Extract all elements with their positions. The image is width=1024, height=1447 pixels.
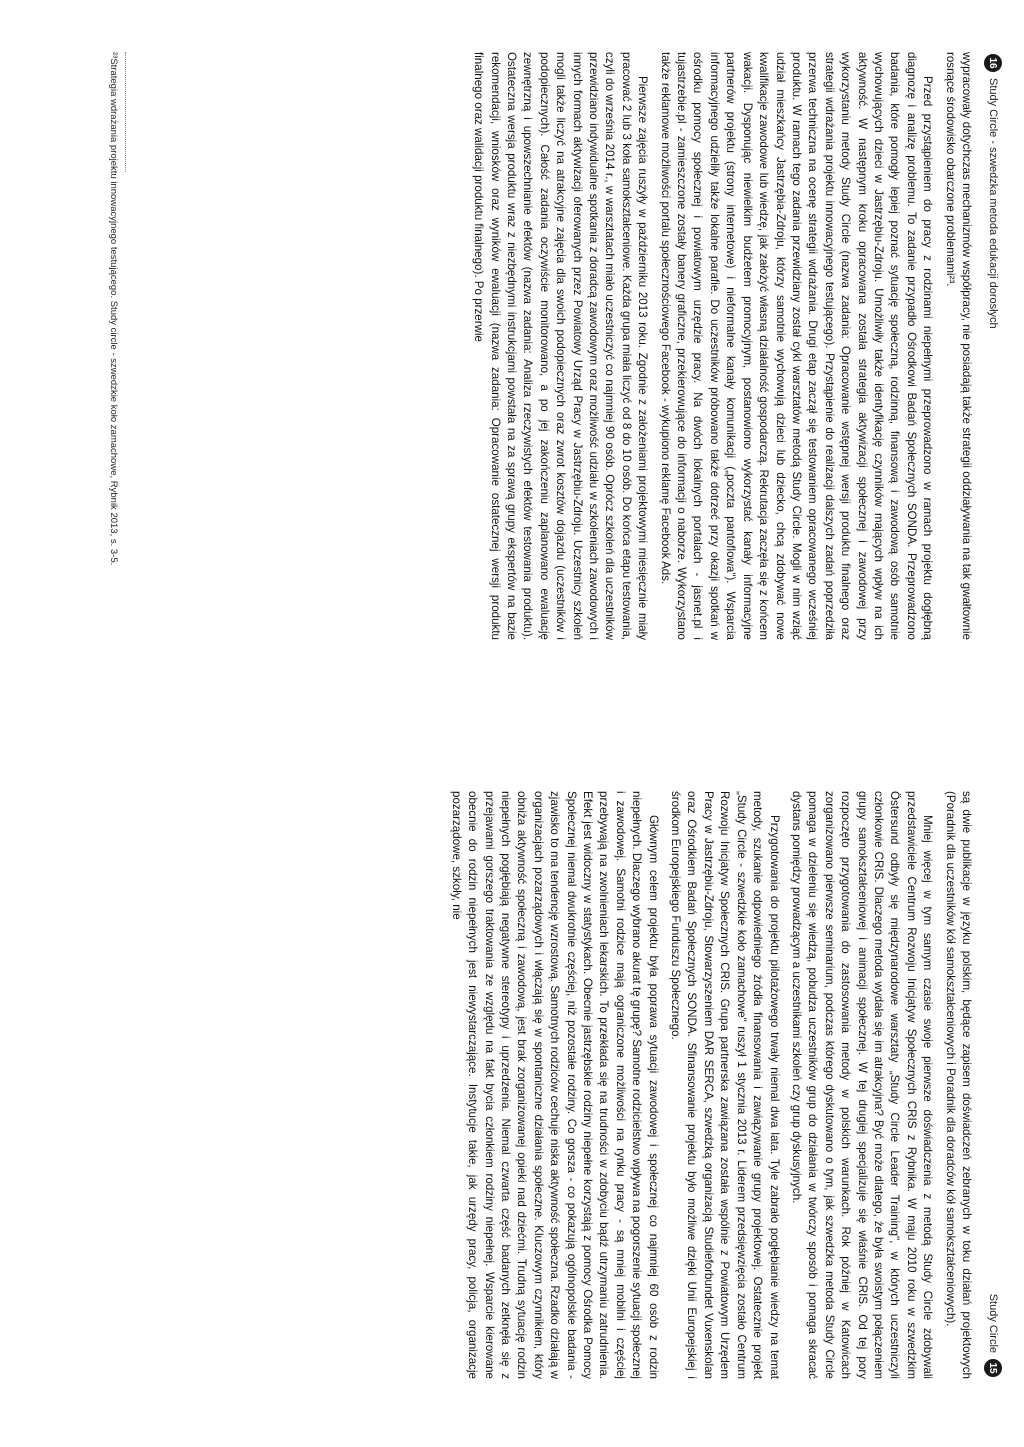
footnote-rule <box>125 52 126 172</box>
page-16 <box>0 0 1024 720</box>
paragraph: są dwie publikacje w języku polskim, będące zapisem doświadczeń zebranych w toku działań projektowych (Poradnik dla uczestników kół samokształceniowych i Poradnik dla doradców kół samokształceniowych). <box>943 791 973 1379</box>
body-text <box>464 52 974 640</box>
header-title: Study Circle - szwedzka metoda edukacji dorosłych <box>987 78 999 329</box>
paragraph: Mniej więcej w tym samym czasie swoje pierwsze doświadczenia z metodą Study Circle zdobywali przedstawiciele Centrum Rozwoju Inicjatyw Społecznych CRIS z Rybnika. W maju 2010 roku w szwedzkim Östersund odbyły się międzynarodowe warsztaty „Study Circle Leader Training", w których uczestniczyli członkowie CRIS. Dlaczego metoda wydała się im atrakcyjna? Być może dlatego, że była swoistym połączeniem grupy samokształceniowej i animacji społecznej. W tej drugiej specjalizuje się właśnie CRIS. Od tej pory rozpoczęto przygotowania do zastosowania metody w polskich warunkach. Rok później w Katowicach zorganizowano pierwsze seminarium, podczas którego dyskutowano o tym, jak szwedzka metoda Study Circle pomaga w dzieleniu się wiedzą, pobudza uczestników grup do działania w twórczy sposób i pomaga skracać dystans pomiędzy prowadzącym a uczestnikami szkoleń czy grup dyskusyjnych. <box>789 791 935 1379</box>
paragraph: Przed przystąpieniem do pracy z rodzinami niepełnymi przeprowadzono w ramach projektu dogłębną diagnozę i analizę problemu. To zadanie przypadło Ośrodkowi Badań Społecznych SONDA. Przeprowadzono badania, które pomogły lepiej poznać sytuację społeczną, rodzinną, finansową i zawodową osób samotnie wychowujących dzieci w Jastrzębiu-Zdroju. Umożliwiły także identyfikację czynników mających wpływ na ich aktywność. W następnym kroku opracowana została strategia aktywizacji społecznej i zawodowej przy wykorzystaniu metody Study Circle (nazwa zadania: Opracowanie wstępnej wersji produktu finalnego oraz strategii wdrażania projektu innowacyjnego testującego). Przystąpienie do realizacji dalszych zadań poprzedziła przerwa techniczna na ocenę strategii wdrażania. Drugi etap zaczął się testowaniem opracowanego wcześniej produktu. W ramach tego zadania przewidziany został cykl warsztatów metodą Study Circle. Mogli w nim wziąć udział mieszkańcy Jastrzębia-Zdroju, którzy samotnie wychowują dzieci lub dziecko, chcą zdobywać nowe kwalifikacje zawodowe lub wiedzę, jak założyć własną działalność gospodarczą. Rekrutacja zaczęła się z końcem wakacji. Dysponując niewielkim budżetem promocyjnym, postanowiono wykorzystać kanały informacyjne partnerów projektu (strony internetowe) i nieformalne kanały komunikacji („poczta pantoflowa"). Wsparcia informacyjnego udzieliły także lokalne parafie. Do uczestników próbowano także dotrzeć przy okazji spotkań w ośrodku pomocy społecznej i powiatowym urzędzie pracy. Na dwóch lokalnych portalach - jasnet.pl i tujastrzebie.pl - zamieszczone zostały banery graficzne, przekierowujące do informacji o naborze. Wykorzystano także reklamowe możliwości portalu społecznościowego Facebook - wykupiono reklamę Facebook Ads. <box>658 52 935 640</box>
body-text <box>441 791 974 1379</box>
running-header <box>984 1294 1002 1377</box>
page-number-badge: 16 <box>984 54 1002 72</box>
paragraph: wypracowały dotychczas mechanizmów współpracy, nie posiadają także strategii oddziaływania na tak gwałtownie rosnące środowisko obarczone problemami²³. <box>943 52 973 640</box>
paragraph: Pierwsze zajęcia ruszyły w październiku 2013 roku. Zgodnie z założeniami projektowymi miesięcznie miały pracować 2 lub 3 koła samokształceniowe. Każda grupa miała liczyć od 8 do 10 osób. Do końca etapu testowania, czyli do września 2014 r., w warsztatach miało uczestniczyć co najmniej 90 osób. Oprócz szkoleń dla uczestników przewidziano indywidualne spotkania z doradcą zawodowym oraz możliwość udziału w szkoleniach zawodowych i innych formach aktywizacji oferowanych przez Powiatowy Urząd Pracy w Jastrzębiu-Zdroju. Uczestnicy szkoleń mogli także liczyć na atrakcyjne zajęcia dla swoich podopiecznych oraz zwrot kosztów dojazdu (uczestników i podopiecznych). Całość zadania oczywiście monitorowano, a po jej zakończeniu zaplanowano ewaluację zewnętrzną i upowszechnianie efektów (nazwa zadania: Analiza rzeczywistych efektów testowania produktu). Ostateczna wersja produktu wraz z niezbędnymi instrukcjami powstała na za sprawą grupy ekspertów na bazie rekomendacji, wniosków oraz wyników ewaluacji (nazwa zadania: Opracowanie ostatecznej wersji produktu finalnego oraz walidacji produktu finalnego). Po przerwie <box>472 52 650 640</box>
page-number-badge: 15 <box>984 1359 1002 1377</box>
header-title: Study Circle <box>987 1293 999 1353</box>
page-15 <box>0 725 1024 1445</box>
running-header <box>984 54 1002 329</box>
paragraph: Głównym celem projektu była poprawa sytuacji zawodowej i społecznej co najmniej 60 osób z rodzin niepełnych. Dlaczego wybrano akurat tę grupę? Samotne rodzicielstwo wpływa na pogorszenie sytuacji społecznej i zawodowej. Samotni rodzice mają ograniczone możliwości na rynku pracy - są mniej mobilni i częściej przebywają na zwolnieniach lekarskich. To przekłada się na trudności w zdobyciu bądź utrzymaniu zatrudnienia. Efekt jest widoczny w statystykach. Obecnie jastrzębskie rodziny niepełne korzystają z pomocy Ośrodka Pomocy Społecznej niemal dwukrotnie częściej, niż pozostałe rodziny. Co gorsza - co pokazują ogólnopolskie badania - zjawisko to ma tendencję wzrostową. Samotnych rodziców cechuje niska aktywność społeczna. Rzadko działają w organizacjach pozarządowych i włączają się w spontaniczne działania społeczne. Kluczowym czynnikiem, który obniża aktywność społeczną i zawodową, jest brak zorganizowanej opieki nad dziećmi. Trudną sytuację rodzin niepełnych pogłębiają negatywne stereotypy i uprzedzenia. Niemal czwarta część badanych zetknęła się z przejawami gorszego traktowania ze względu na fakt bycia członkiem rodziny niepełnej. Wsparcie kierowane obecnie do rodzin niepełnych jest niewystarczające. Instytucje takie, jak urzędy pracy, policja, organizacje pozarządowe, szkoły, nie <box>449 791 660 1379</box>
paragraph: Przygotowania do projektu pilotażowego trwały niemal dwa lata. Tyle zabrało pogłębianie wiedzy na temat metody, szukanie odpowiedniego źródła finansowania i zawiązywanie grupy projektowej. Ostatecznie projekt „Study Circle - szwedzkie koło zamachowe" ruszył 1 stycznia 2013 r. Liderem przedsięwzięcia zostało Centrum Rozwoju Inicjatyw Społecznych CRIS. Grupa partnerska zawiązana została wspólnie z Powiatowym Urzędem Pracy w Jastrzębiu-Zdroju, Stowarzyszeniem DAR SERCA, szwedzką organizacją Studieforbundet Vuxenskolan oraz Ośrodkiem Badań Społecznych SONDA. Sfinansowanie projektu było możliwe dzięki Unii Europejskiej i środkom Europejskiego Funduszu Społecznego. <box>669 791 781 1379</box>
footnote: ²³Strategia wdrażania projektu innowacyjnego testującego. Study circle - szwedzkie koło zamachowe, Rybnik 2013, s. 3-5. <box>108 52 119 566</box>
